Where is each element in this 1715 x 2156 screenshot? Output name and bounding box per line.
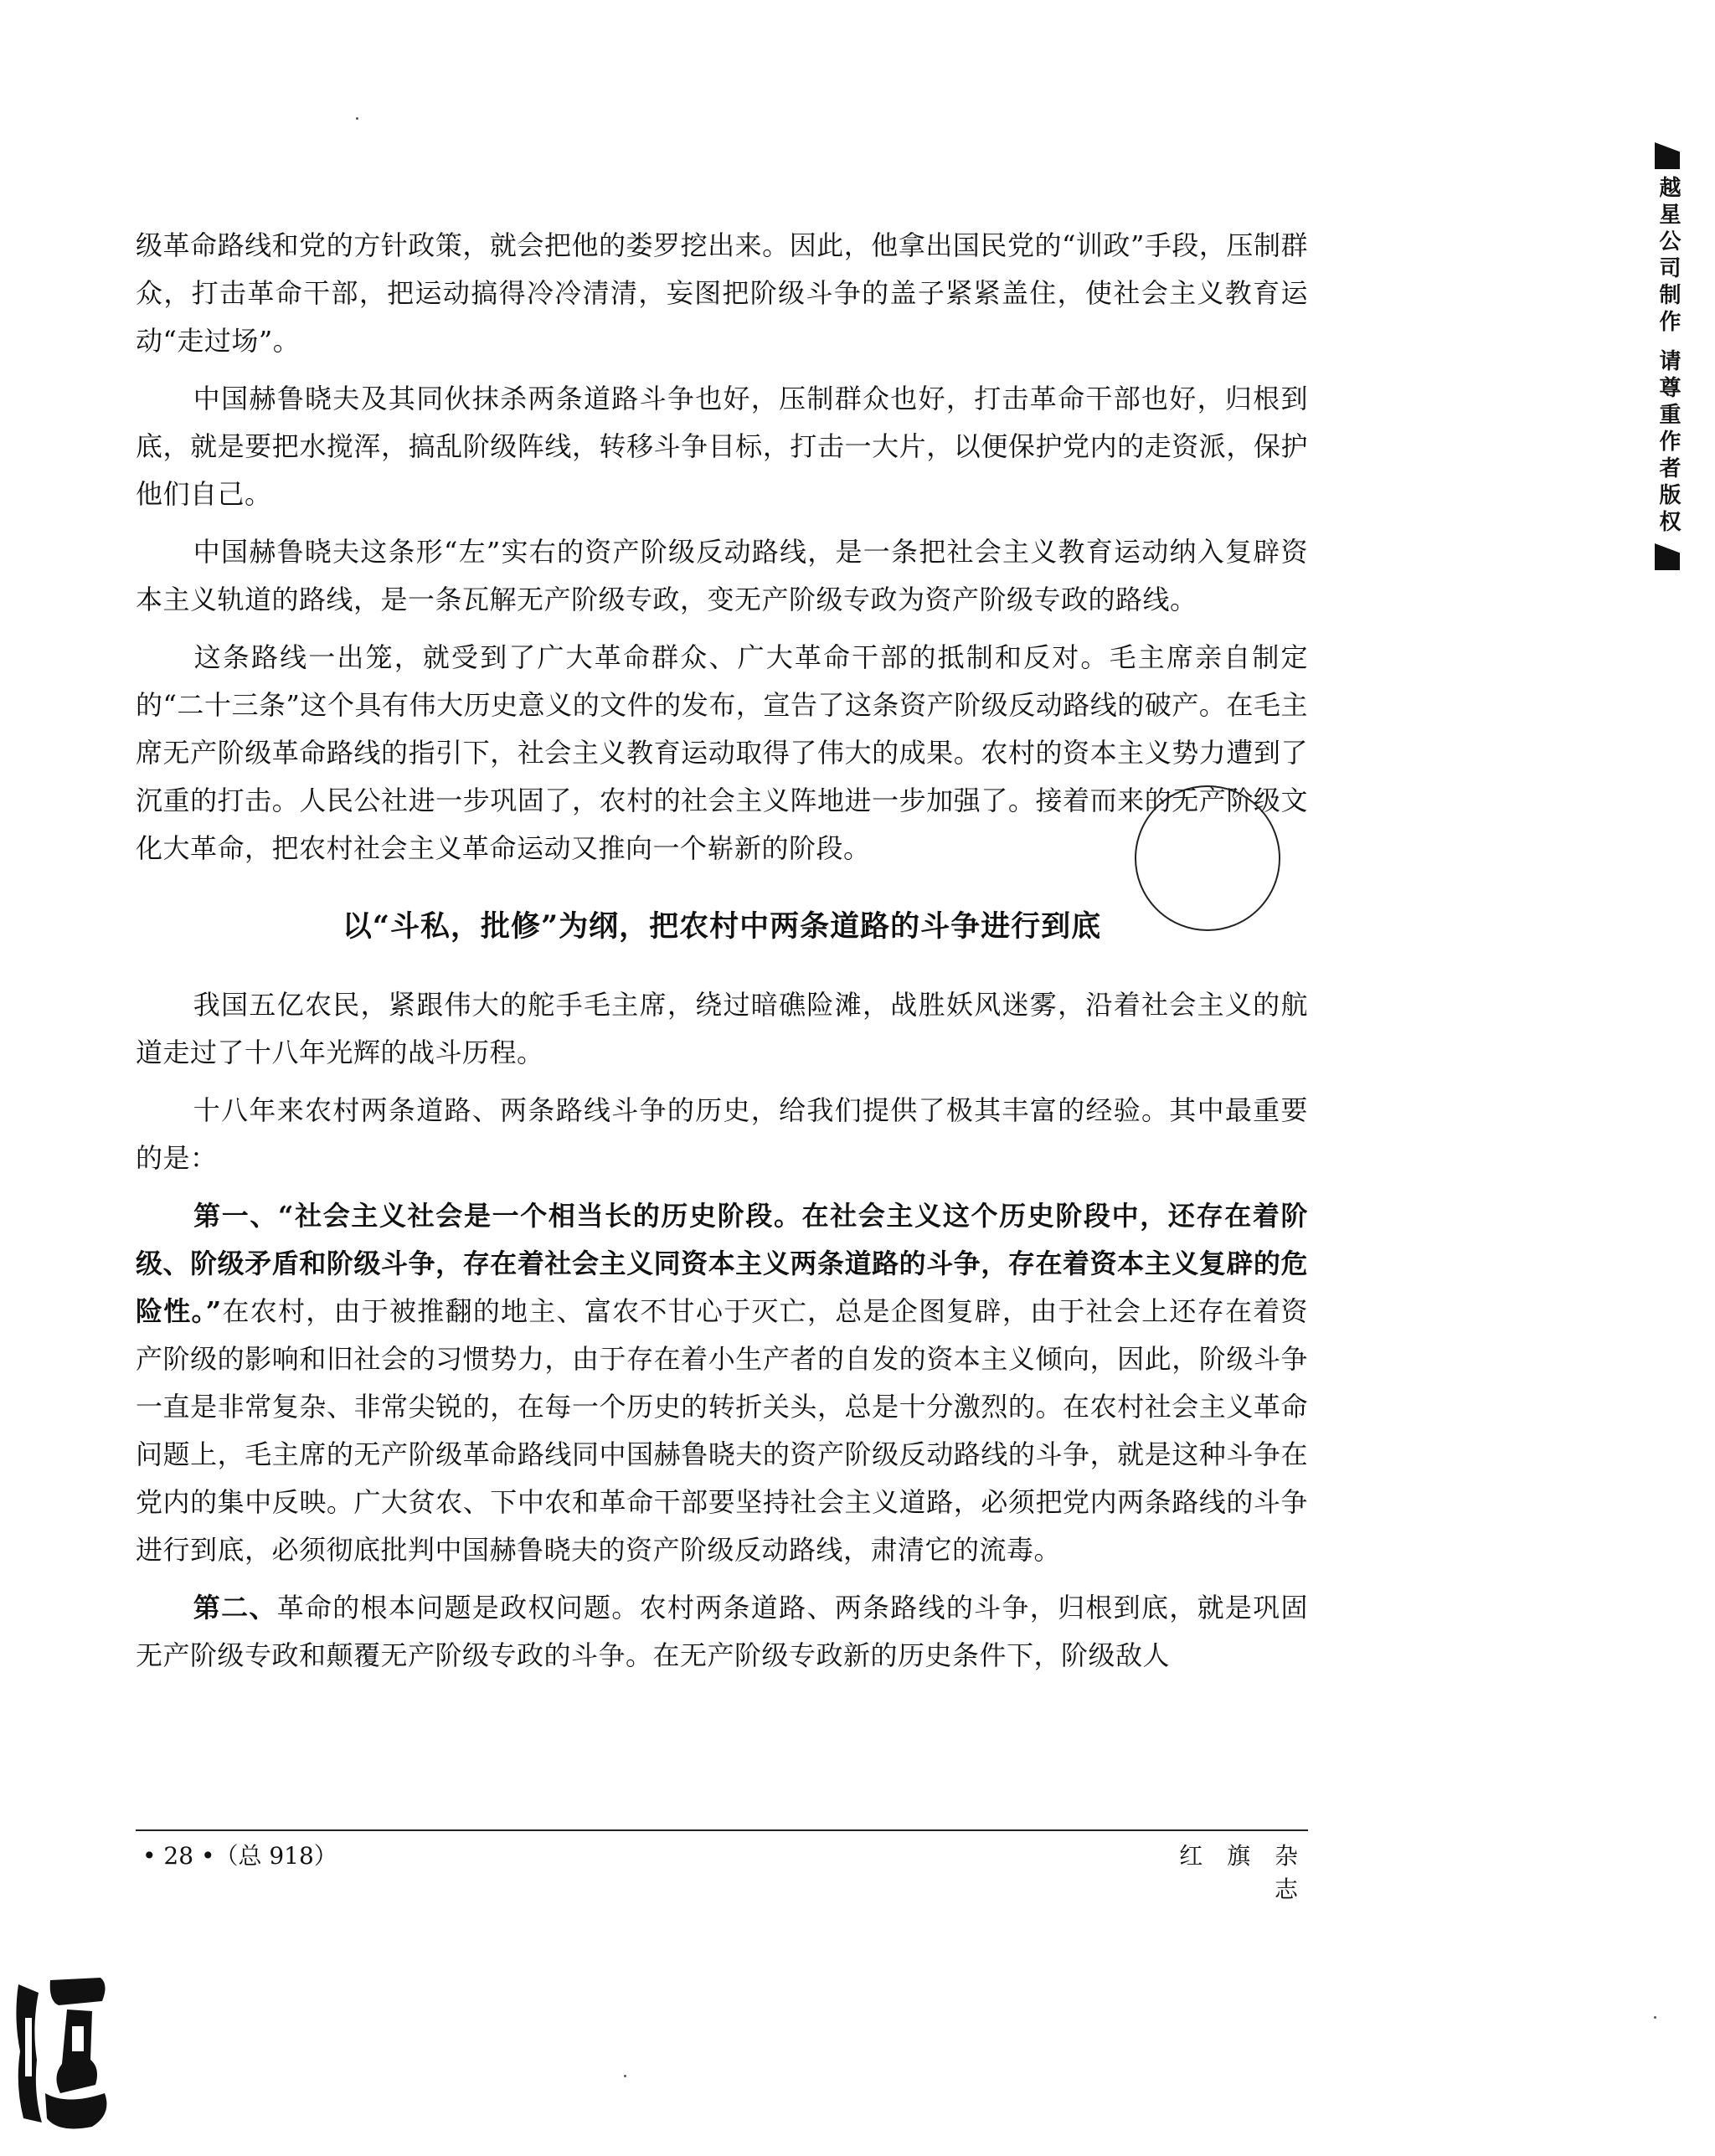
- page-number: • 28 •（总 918）: [142, 1842, 337, 1870]
- paragraph: 级革命路线和党的方针政策，就会把他的娄罗挖出来。因此，他拿出国民党的“训政”手段，压制群众，打击革命干部，把运动搞得冷冷清清，妄图把阶级斗争的盖子紧紧盖住，使社会主义教育运动“走过场”。: [136, 229, 1308, 357]
- watermark-bar-top: [1655, 142, 1680, 169]
- paragraph: 中国赫鲁晓夫及其同伙抹杀两条道路斗争也好，压制群众也好，打击革命干部也好，归根到底，就是要把水搅浑，搞乱阶级阵线，转移斗争目标，打击一大片，以便保护党内的走资派，保护他们自己。: [136, 383, 1308, 510]
- side-watermark: [1648, 142, 1692, 570]
- point-one-paragraph: [136, 1192, 1308, 1574]
- paragraph: 十八年来农村两条道路、两条路线斗争的历史，给我们提供了极其丰富的经验。其中最重要的是：: [136, 1094, 1308, 1174]
- article-body: [136, 222, 1308, 1690]
- point-two-bold: 第二、: [193, 1592, 277, 1623]
- publication-name: 红 旗 杂 志: [1179, 1842, 1306, 1903]
- seal-stamp-icon: [8, 1968, 117, 2135]
- watermark-bar-bottom: [1655, 543, 1680, 570]
- point-one-rest: 在农村，由于被推翻的地主、富农不甘心于灭亡，总是企图复辟，由于社会上还存在着资产阶级的影响和旧社会的习惯势力，由于存在着小生产者的自发的资本主义倾向，因此，阶级斗争一直是非常复杂、非常尖锐的，在每一个历史的转折关头，总是十分激烈的。在农村社会主义革命问题上，毛主席的无产阶级革命路线同中国赫鲁晓夫的资产阶级反动路线的斗争，就是这种斗争在党内的集中反映。广大贫农、下中农和革命干部要坚持社会主义道路，必须把党内两条路线的斗争进行到底，必须彻底批判中国赫鲁晓夫的资产阶级反动路线，肃清它的流毒。: [136, 1295, 1308, 1566]
- scan-speck: [356, 117, 358, 120]
- scan-speck: [1654, 2016, 1656, 2019]
- watermark-text: 越星公司制作 请尊重作者版权: [1656, 176, 1681, 538]
- paragraph: 我国五亿农民，紧跟伟大的舵手毛主席，绕过暗礁险滩，战胜妖风迷雾，沿着社会主义的航道走过了十八年光辉的战斗历程。: [136, 989, 1308, 1068]
- section-heading: 以“斗私，批修”为纲，把农村中两条道路的斗争进行到底: [342, 909, 1102, 944]
- footer-rule: [136, 1829, 1308, 1831]
- point-two-rest: 革命的根本问题是政权问题。农村两条道路、两条路线的斗争，归根到底，就是巩固无产阶级专政和颠覆无产阶级专政的斗争。在无产阶级专政新的历史条件下，阶级敌人: [136, 1592, 1308, 1671]
- point-one-bold: 第一、“社会主义社会是一个相当长的历史阶段。在社会主义这个历史阶段中，还存在着阶级、阶级矛盾和阶级斗争，存在着社会主义同资本主义两条道路的斗争，存在着资本主义复辟的危险性。”: [136, 1200, 1308, 1327]
- paragraph: 这条路线一出笼，就受到了广大革命群众、广大革命干部的抵制和反对。毛主席亲自制定的“二十三条”这个具有伟大历史意义的文件的发布，宣告了这条资产阶级反动路线的破产。在毛主席无产阶级革命路线的指引下，社会主义教育运动取得了伟大的成果。农村的资本主义势力遭到了沉重的打击。人民公社进一步巩固了，农村的社会主义阵地进一步加强了。接着而来的无产阶级文化大革命，把农村社会主义革命运动又推向一个崭新的阶段。: [136, 641, 1308, 864]
- point-two-paragraph: [136, 1584, 1308, 1680]
- paragraph: 中国赫鲁晓夫这条形“左”实右的资产阶级反动路线，是一条把社会主义教育运动纳入复辟资本主义轨道的路线，是一条瓦解无产阶级专政，变无产阶级专政为资产阶级专政的路线。: [136, 536, 1308, 615]
- scan-speck: [624, 2075, 626, 2077]
